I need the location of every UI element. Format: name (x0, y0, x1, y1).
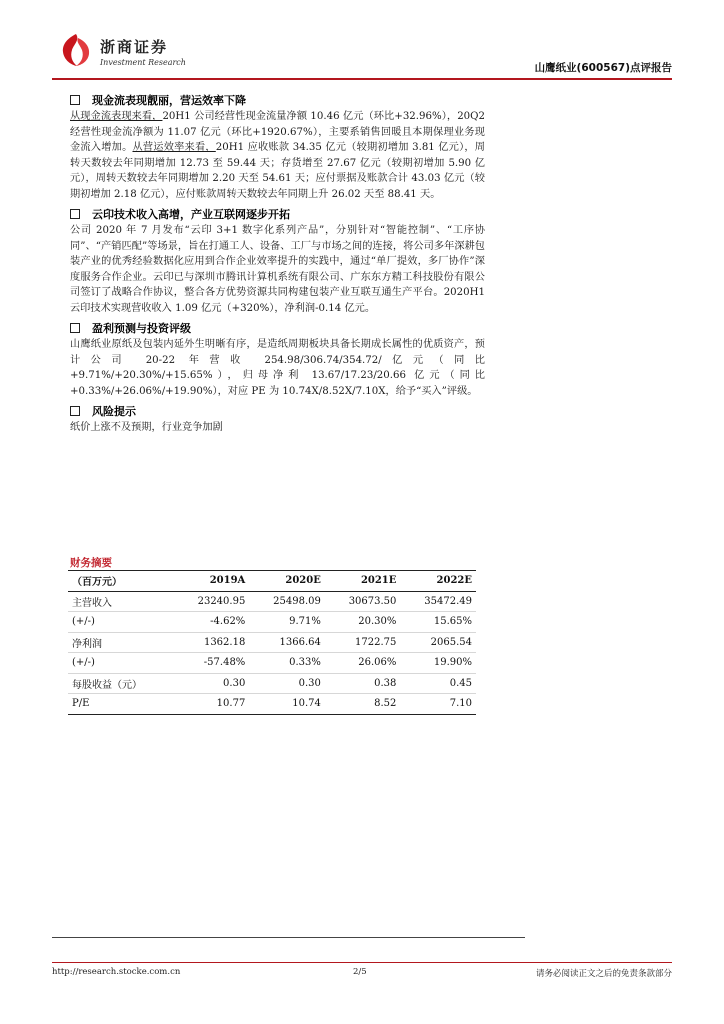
section-title: 云印技术收入高增，产业互联网逐步开拓 (92, 207, 290, 221)
table-cell: 7.10 (449, 698, 472, 710)
table-cell: 1722.75 (355, 636, 397, 648)
brand-logo-icon (58, 32, 94, 68)
row-label: 每股收益（元） (72, 679, 142, 691)
footer-disclaimer: 请务必阅读正文之后的免责条款部分 (535, 969, 672, 979)
table-cell: 0.30 (298, 677, 321, 689)
table-cell: 9.71% (289, 616, 321, 628)
section-heading (70, 319, 485, 336)
table-cell: 0.38 (374, 677, 397, 689)
table-cell: 25498.09 (273, 595, 321, 607)
table-cell: 8.52 (374, 698, 397, 710)
square-bullet-icon (70, 209, 80, 219)
section-paragraph (70, 109, 485, 202)
table-header-cell: （百万元） (72, 577, 122, 589)
square-bullet-icon (70, 406, 80, 416)
brand-subtitle: Investment Research (100, 58, 186, 67)
row-label: (+/-) (72, 616, 95, 628)
table-row (68, 673, 476, 694)
table-cell: 35472.49 (424, 595, 472, 607)
table-cell: 19.90% (433, 657, 472, 669)
row-label: 净利润 (72, 638, 102, 650)
brand-name: 浙商证券 (100, 38, 169, 56)
section-paragraph: 纸价上涨不及预期，行业竞争加剧 (70, 422, 223, 433)
table-cell: 15.65% (433, 616, 472, 628)
row-label: P/E (72, 698, 90, 710)
row-label: 主营收入 (72, 597, 112, 609)
footer-divider (52, 937, 525, 938)
table-header-cell: 2021E (360, 575, 397, 587)
section-title: 风险提示 (92, 404, 136, 418)
table-row (68, 591, 476, 612)
table-cell: 10.74 (292, 698, 321, 710)
paragraph-text: 20H1 公司经营性现金流量净额 10.46 亿元（环比+32.96%），20Q2 经营性现金流净额为 11.07 亿元（环比+1920.67%），主要系销售回暖且本期保理业务现金流入增加。 (70, 111, 485, 153)
section-heading (70, 205, 485, 222)
paragraph-text: 20H1 应收账款 34.35 亿元（较期初增加 3.81 亿元），周转天数较去年同期增加 12.73 至 59.44 天；存货增至 27.67 亿元（较期初增加 5.90 亿元），周转天数较去年同期增加 2.20 天至 54.61 天；应付票据及账款合计 43.03 亿元（较期初增加 2.18 亿元），应付账款周转天数较去年同期上升 26.02 天至 88.41 天。 (70, 142, 485, 200)
header-divider (52, 78, 672, 80)
section-paragraph: 公司 2020 年 7 月发布“云印 3+1 数字化系列产品”，分别针对“智能控制”、“工序协同”、“产销匹配”等场景，旨在打通工人、设备、工厂与市场之间的连接，将公司多年深耕包装产业的优秀经验数据化应用到合作企业效率提升的实践中，通过“单厂提效，多厂协作”深度服务合作企业。云印已与深圳市腾讯计算机系统有限公司、广东东方精工科技股份有限公司签订了战略合作协议，整合各方优势资源共同构建包装产业互联互通生产平台。2020H1 云印技术实现营收收入 1.09 亿元（+320%），净利润-0.14 亿元。 (70, 225, 485, 314)
table-cell: 1362.18 (203, 636, 246, 648)
table-row (68, 632, 476, 653)
table-cell: 26.06% (358, 657, 397, 669)
table-cell: -57.48% (203, 657, 246, 669)
table-row (68, 653, 476, 674)
section-heading (70, 91, 485, 108)
page-header (52, 30, 672, 76)
section-heading (70, 402, 485, 419)
financial-summary-table (68, 570, 476, 715)
square-bullet-icon (70, 95, 80, 105)
table-cell: 1366.64 (279, 636, 321, 648)
footer-accent-divider (52, 962, 672, 963)
table-cell: 23240.95 (197, 595, 246, 607)
table-cell: 10.77 (216, 698, 246, 710)
table-cell: 30673.50 (348, 595, 397, 607)
table-row (68, 694, 476, 715)
row-label: (+/-) (72, 657, 95, 669)
table-header-cell: 2022E (436, 575, 472, 587)
table-cell: 20.30% (358, 616, 397, 628)
table-header-cell: 2020E (285, 575, 321, 587)
table-cell: 0.45 (449, 677, 472, 689)
table-header-cell: 2019A (209, 575, 246, 587)
underlined-lead: 从现金流表现来看， (70, 111, 163, 122)
table-title: 财务摘要 (70, 557, 112, 569)
table-cell: -4.62% (210, 616, 246, 628)
table-row (68, 612, 476, 633)
underlined-lead: 从营运效率来看， (132, 142, 216, 153)
table-cell: 2065.54 (430, 636, 472, 648)
page-number: 2/5 (353, 967, 367, 977)
section-title: 盈利预测与投资评级 (92, 321, 191, 335)
section-title: 现金流表现靓丽，营运效率下降 (92, 93, 246, 107)
footer-url-link[interactable]: http://research.stocke.com.cn (52, 967, 181, 977)
table-cell: 0.33% (289, 657, 321, 669)
square-bullet-icon (70, 323, 80, 333)
table-header-row (68, 571, 476, 592)
report-body (70, 88, 485, 439)
section-paragraph: 山鹰纸业原纸及包装内延外生明晰有序，是造纸周期板块具备长期成长属性的优质资产，预计公司 20-22 年营收 254.98/306.74/354.72/亿元（同比+9.71%/+20.30%/+15.65%），归母净利 13.67/17.23/20.66 亿元（同比+0.33%/+26.06%/+19.90%），对应 PE 为 10.74X/8.52X/7.10X，给予“买入”评级。 (70, 339, 485, 397)
table-cell: 0.30 (223, 677, 246, 689)
report-title: 山鹰纸业(600567)点评报告 (534, 62, 672, 74)
